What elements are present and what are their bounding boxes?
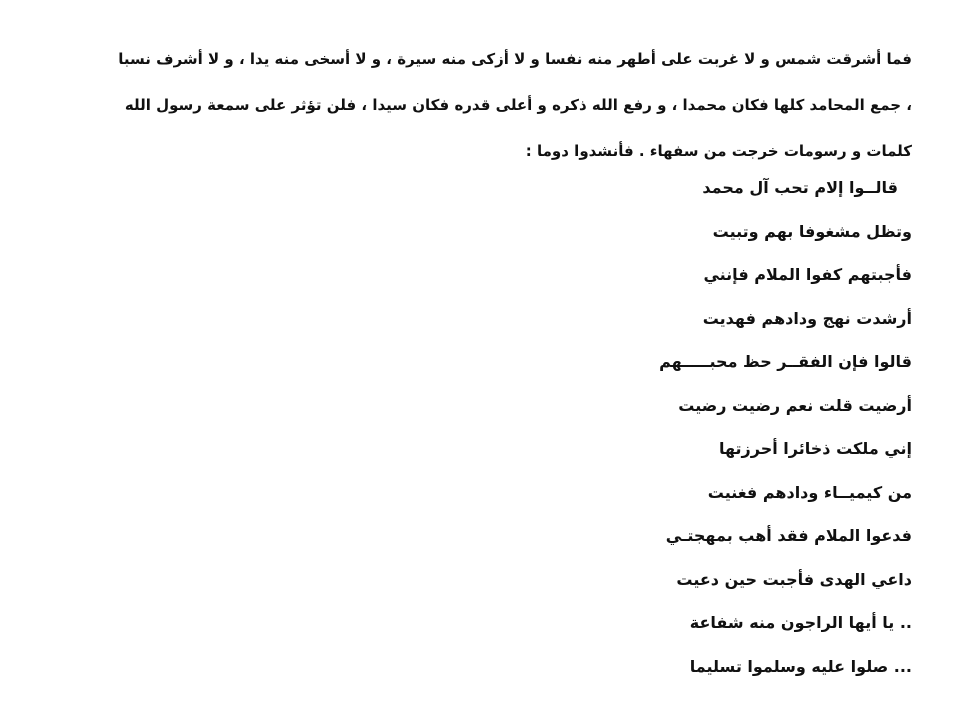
verse-line: أرشدت نهج ودادهم فهديت [702,308,912,328]
verse-line: فدعوا الملام فقد أهب بمهجتـي [665,526,912,545]
verse-line: قالوا فإن الفقــر حظ محبـــــهم [659,352,912,371]
verse-line: فأجبتهم كفوا الملام فإنني [703,265,912,284]
prose-paragraph [54,36,912,174]
verse-line: وتظل مشغوفا بهم وتبيت [712,221,912,241]
prose-line: ، جمع المحامد كلها فكان محمدا ، و رفع الله ذكره و أعلى قدره فكان سيدا ، فلن تؤثر على سمعة رسول الله [124,96,912,114]
verse-line: قالــوا إلام تحب آل محمد [702,178,898,197]
verse-line: من كيميــاء ودادهم فغنيت [707,482,912,502]
verse-line: داعي الهدى فأجبت حين دعيت [676,569,912,589]
poem-verses [412,166,912,688]
verse-line: إني ملكت ذخائرا أحرزتها [718,439,912,458]
verse-line: ... صلوا عليه وسلموا تسليما [689,656,912,676]
prose-line: كلمات و رسومات خرجت من سفهاء . فأنشدوا دوما : [525,142,912,160]
verse-line: أرضيت قلت نعم رضيت رضيت [678,395,912,415]
verse-line: .. يا أيها الراجون منه شفاعة [689,613,912,632]
prose-line: فما أشرقت شمس و لا غربت على أطهر منه نفسا و لا أزكى منه سيرة ، و لا أسخى منه يدا ، و لا أشرف نسبا [118,50,912,68]
